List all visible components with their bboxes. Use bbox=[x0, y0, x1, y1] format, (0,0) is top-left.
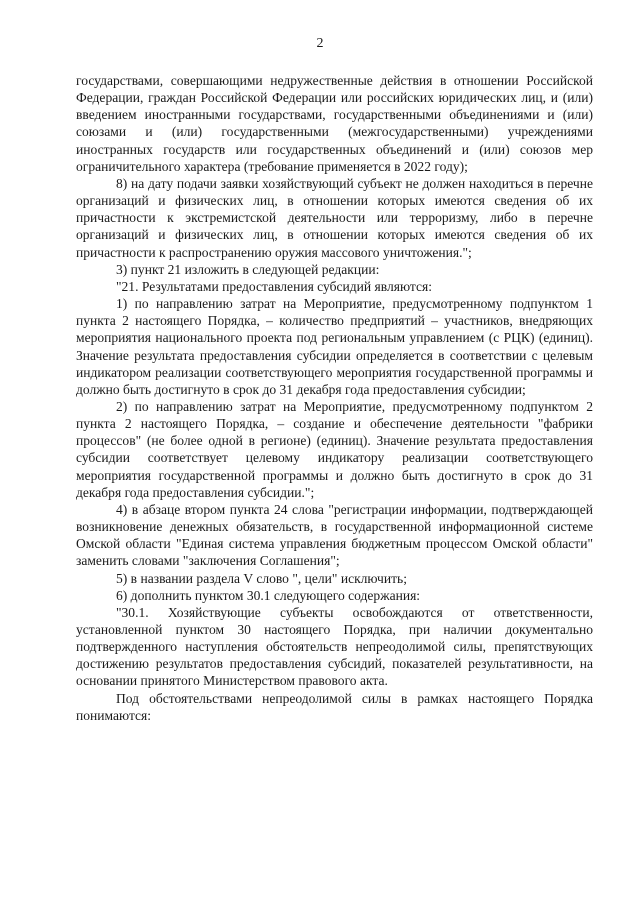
paragraph-item-3: 3) пункт 21 изложить в следующей редакции: bbox=[116, 261, 380, 277]
paragraph-sanctions-continuation: государствами, совершающими недружественные действия в отношении Российской Федерации, граждан Российской Федерации или российских юридических лиц, и (или) введением иностранными государствами, государственными объединениями и (или) союзами и (или) государственными (межгосударственными) учреждениями иностранных государств или государственных объединений и (или) союзов мер ограничительного характера (требование применяется в 2022 году); bbox=[76, 73, 593, 174]
paragraph-clause-21: "21. Результатами предоставления субсидий являются: bbox=[116, 278, 433, 294]
paragraph-clause-30-1: "30.1. Хозяйствующие субъекты освобождаются от ответственности, установленной пунктом 30 настоящего Порядка, при наличии документально подтвержденного наступления обстоятельств непреодолимой силы, препятствующих достижению результатов предоставления субсидий, показателей результативности, на основании принятого Министерством правового акта. bbox=[76, 604, 593, 689]
page-number: 2 bbox=[316, 36, 324, 51]
paragraph-clause-21-sub-1: 1) по направлению затрат на Мероприятие, предусмотренному подпунктом 1 пункта 2 настоящего Порядка, – количество предприятий – участников, внедряющих мероприятия национального проекта под региональным управлением (с РЦК) (единиц). Значение результата предоставления субсидии определяется в соответствии с целевым индикатором реализации соответствующего мероприятия государственной программы и должно быть достигнуто в срок до 31 декабря года предоставления субсидии; bbox=[76, 296, 593, 397]
paragraph-item-4: 4) в абзаце втором пункта 24 слова "регистрации информации, подтверждающей возникновение денежных обязательств, в государственной информационной системе Омской области "Единая система управления бюджетным процессом Омской области" заменить словами "заключения Соглашения"; bbox=[76, 501, 593, 569]
paragraph-force-majeure: Под обстоятельствами непреодолимой силы в рамках настоящего Порядка понимаются: bbox=[76, 690, 593, 723]
paragraph-item-5: 5) в названии раздела V слово ", цели" исключить; bbox=[116, 570, 407, 586]
paragraph-item-8: 8) на дату подачи заявки хозяйствующий субъект не должен находиться в перечне организаций и физических лиц, в отношении которых имеются сведения об их причастности к экстремистской деятельности или терроризму, либо в перечне организаций и физических лиц, в отношении которых имеются сведения об их причастности к распространению оружия массового уничтожения."; bbox=[76, 175, 593, 260]
document-body bbox=[76, 72, 593, 724]
paragraph-clause-21-sub-2: 2) по направлению затрат на Мероприятие, предусмотренному подпунктом 2 пункта 2 настоящего Порядка, – создание и обеспечение деятельности "фабрики процессов" (не более одной в регионе) (единиц). Значение результата предоставления субсидии соответствует целевому индикатору реализации соответствующего мероприятия государственной программы и должно быть достигнуто в срок до 31 декабря года предоставления субсидии."; bbox=[76, 398, 593, 500]
paragraph-item-6: 6) дополнить пунктом 30.1 следующего содержания: bbox=[116, 587, 421, 603]
